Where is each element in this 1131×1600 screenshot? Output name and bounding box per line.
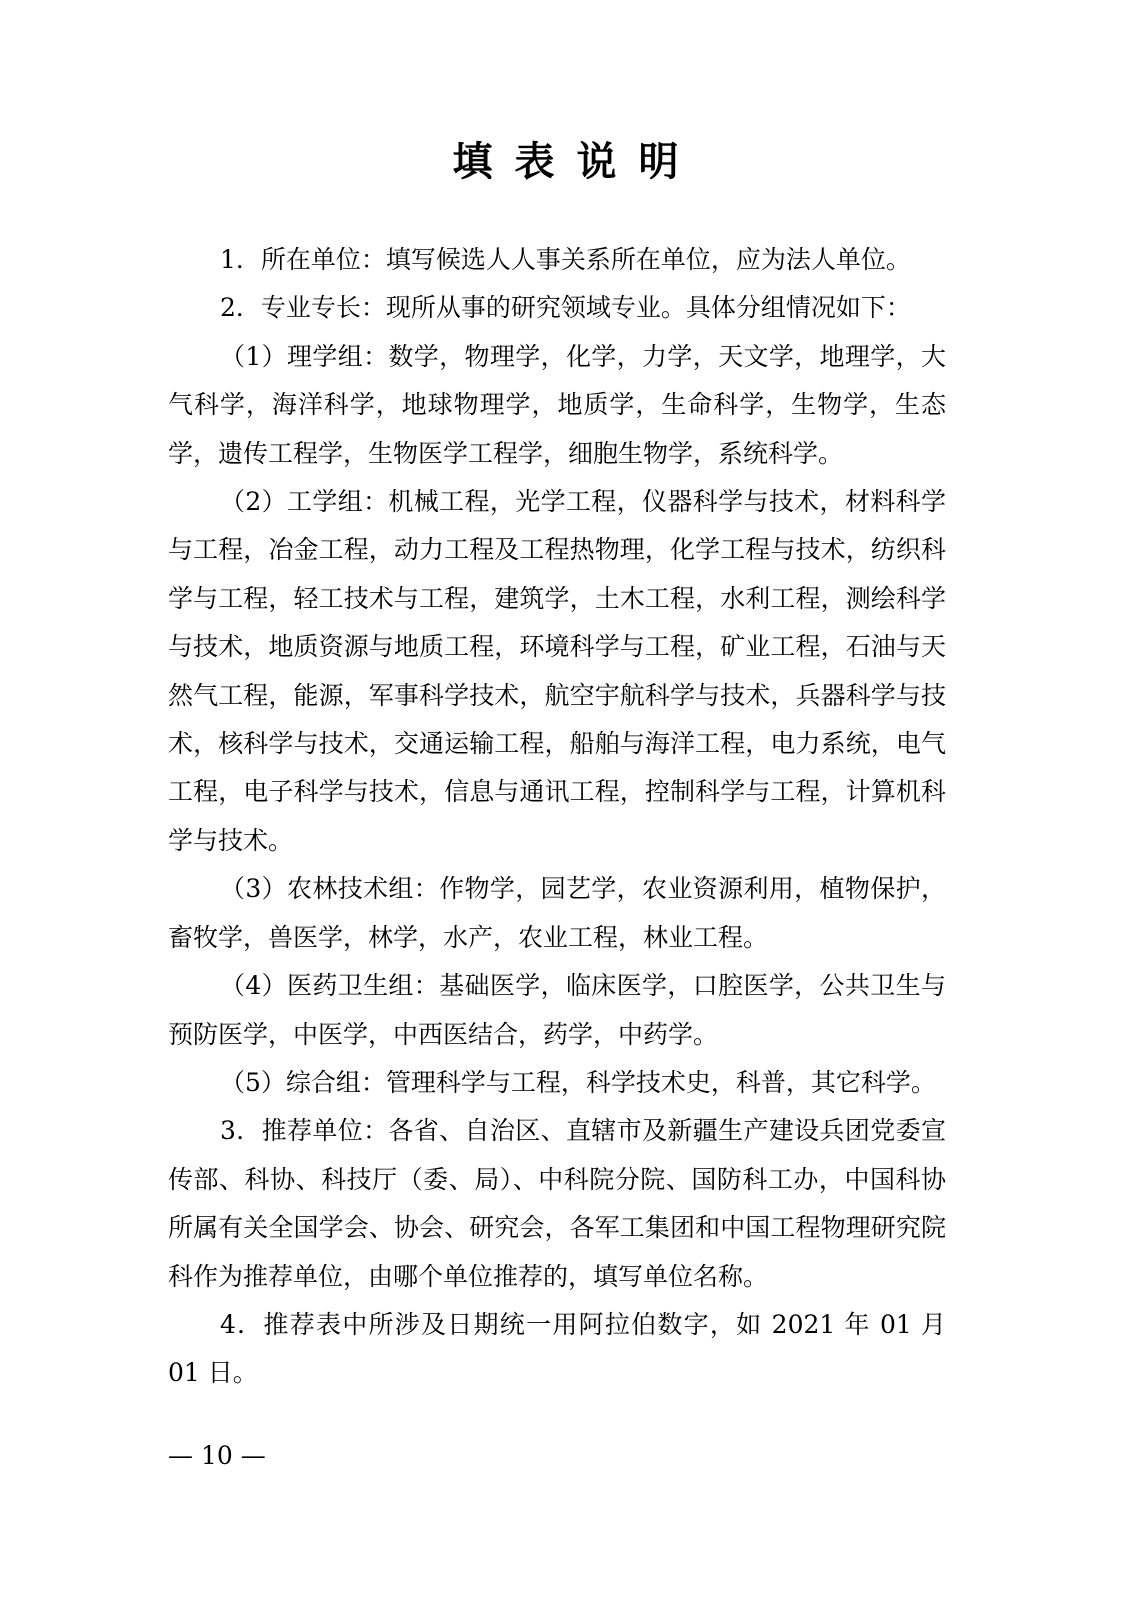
item-3-recommending-unit: 3．推荐单位：各省、自治区、直辖市及新疆生产建设兵团党委宣传部、科协、科技厅（委、局）、中科院分院、国防科工办，中国科协所属有关全国学会、协会、研究会，各军工集团和中国工程物理研究院科作为推荐单位，由哪个单位推荐的，填写单位名称。 <box>168 1116 946 1291</box>
group-engineering: （2）工学组：机械工程，光学工程，仪器科学与技术，材料科学与工程，冶金工程，动力工程及工程热物理，化学工程与技术，纺织科学与工程，轻工技术与工程，建筑学，土木工程，水利工程，测绘科学与技术，地质资源与地质工程，环境科学与工程，矿业工程，石油与天然气工程，能源，军事科学技术，航空宇航科学与技术，兵器科学与技术，核科学与技术，交通运输工程，船舶与海洋工程，电力系统，电气工程，电子科学与技术，信息与通讯工程，控制科学与工程，计算机科学与技术。 <box>168 487 946 855</box>
item-2-specialty: 2．专业专长：现所从事的研究领域专业。具体分组情况如下： <box>220 293 911 323</box>
group-agriculture-forestry: （3）农林技术组：作物学，园艺学，农业资源利用，植物保护，畜牧学，兽医学，林学，水产，农业工程，林业工程。 <box>168 874 946 952</box>
group-comprehensive: （5）综合组：管理科学与工程，科学技术史，科普，其它科学。 <box>220 1067 936 1097</box>
group-medicine-health: （4）医药卫生组：基础医学，临床医学，口腔医学，公共卫生与预防医学，中医学，中西医结合，药学，中药学。 <box>168 971 946 1049</box>
item-4-date-format: 4．推荐表中所涉及日期统一用阿拉伯数字，如 2021 年 01 月 01 日。 <box>168 1309 946 1388</box>
instructions-body <box>168 236 946 1398</box>
group-science: （1）理学组：数学，物理学，化学，力学，天文学，地理学，大气科学，海洋科学，地球物理学，地质学，生命科学，生物学，生态学，遗传工程学，生物医学工程学，细胞生物学，系统科学。 <box>168 341 946 468</box>
item-1-work-unit: 1．所在单位：填写候选人人事关系所在单位，应为法人单位。 <box>220 245 911 274</box>
page-title: 填表说明 <box>452 139 701 185</box>
page-number: — 10 — <box>168 1441 266 1470</box>
